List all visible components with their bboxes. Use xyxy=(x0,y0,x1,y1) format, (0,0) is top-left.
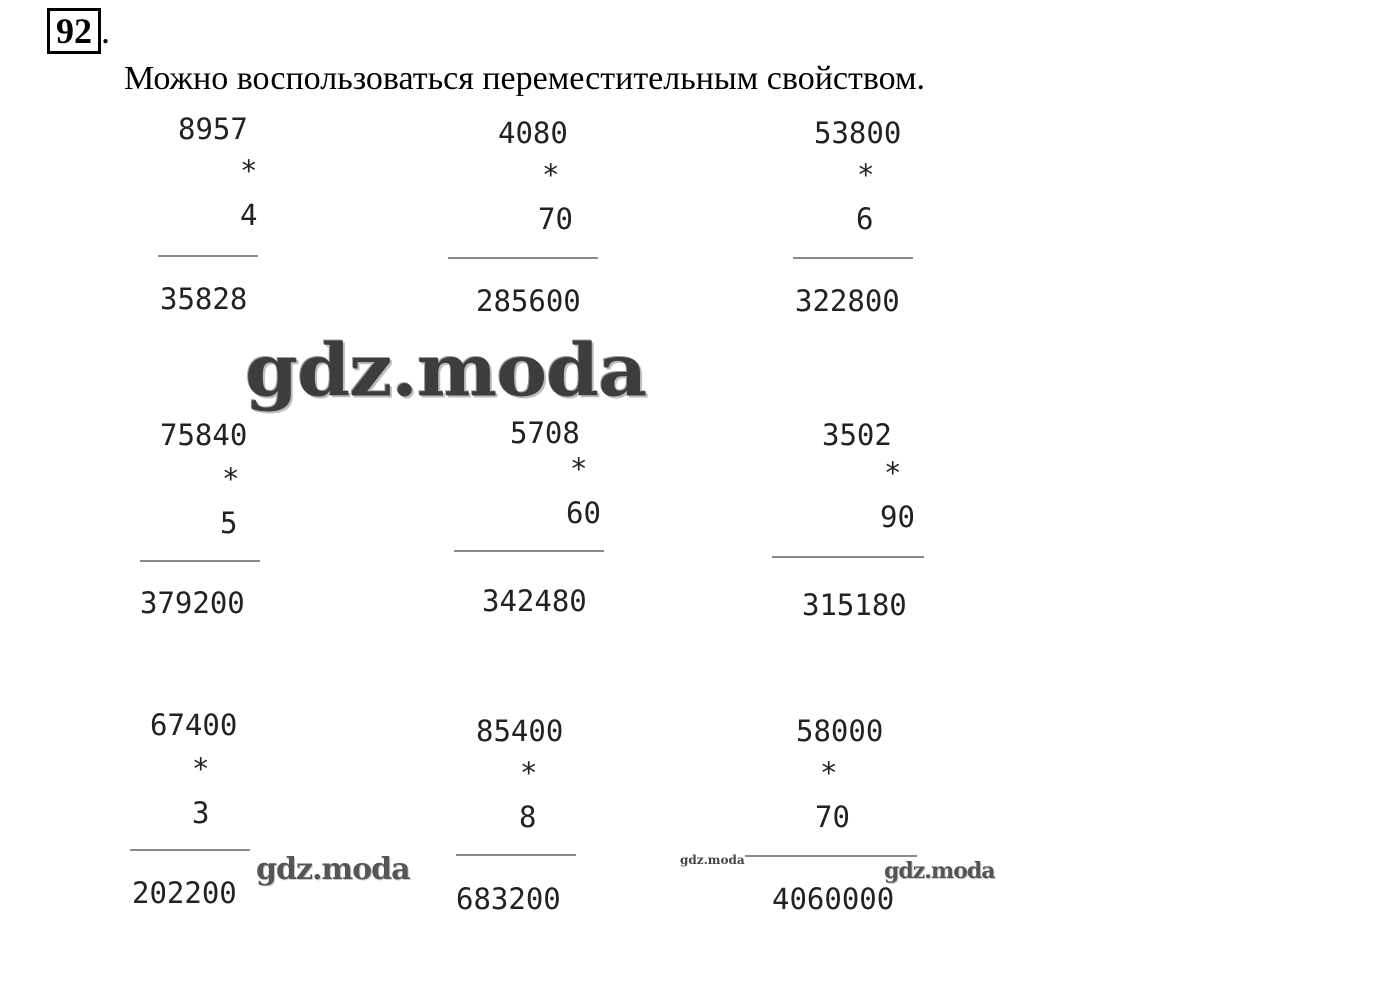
product: 4060000 xyxy=(772,882,895,916)
multiplier: 90 xyxy=(880,500,915,534)
multiplier: 3 xyxy=(192,796,210,830)
multiplier: 8 xyxy=(519,800,537,834)
task-number-box: 92 xyxy=(47,8,101,54)
watermark-small-2: gdz.moda xyxy=(884,858,995,884)
operator: * xyxy=(857,158,875,192)
operator: * xyxy=(884,456,902,490)
multiplicand: 4080 xyxy=(498,116,568,150)
multiplicand: 85400 xyxy=(476,714,564,748)
multiplier: 70 xyxy=(538,202,573,236)
watermark-large: gdz.moda xyxy=(245,328,647,413)
problem-9 xyxy=(740,714,930,924)
operator: * xyxy=(222,462,240,496)
task-number xyxy=(47,8,110,54)
product: 683200 xyxy=(456,882,561,916)
product: 342480 xyxy=(482,584,587,618)
multiplicand: 3502 xyxy=(822,418,892,452)
product: 202200 xyxy=(132,876,237,910)
operator: * xyxy=(820,756,838,790)
operator: * xyxy=(192,752,210,786)
multiplier: 6 xyxy=(856,202,874,236)
multiplier: 60 xyxy=(566,496,601,530)
product: 379200 xyxy=(140,586,245,620)
problem-4 xyxy=(140,418,310,628)
problem-8 xyxy=(456,714,626,924)
product: 315180 xyxy=(802,588,907,622)
multiplicand: 75840 xyxy=(160,418,248,452)
result-line xyxy=(130,849,250,851)
problem-6 xyxy=(772,418,942,628)
operator: * xyxy=(240,154,258,188)
instruction-text: Можно воспользоваться переместительным свойством. xyxy=(124,60,926,97)
problem-2 xyxy=(448,116,618,326)
problem-5 xyxy=(454,416,624,626)
multiplicand: 67400 xyxy=(150,708,238,742)
problem-1 xyxy=(100,112,270,322)
product: 35828 xyxy=(160,282,248,316)
multiplicand: 58000 xyxy=(796,714,884,748)
result-line xyxy=(158,255,258,257)
result-line xyxy=(454,550,604,552)
operator: * xyxy=(542,158,560,192)
result-line xyxy=(793,257,913,259)
multiplicand: 53800 xyxy=(814,116,902,150)
multiplier: 70 xyxy=(815,800,850,834)
product: 322800 xyxy=(795,284,900,318)
result-line xyxy=(745,855,917,857)
multiplier: 4 xyxy=(240,198,258,232)
operator: * xyxy=(520,756,538,790)
multiplier: 5 xyxy=(220,506,238,540)
result-line xyxy=(140,560,260,562)
multiplicand: 8957 xyxy=(178,112,248,146)
problem-3 xyxy=(793,116,963,326)
watermark-tiny: gdz.moda xyxy=(680,853,745,867)
watermark-small-1: gdz.moda xyxy=(256,852,410,887)
result-line xyxy=(456,854,576,856)
operator: * xyxy=(570,452,588,486)
product: 285600 xyxy=(476,284,581,318)
result-line xyxy=(448,257,598,259)
task-number-suffix: . xyxy=(101,11,110,51)
result-line xyxy=(772,556,924,558)
multiplicand: 5708 xyxy=(510,416,580,450)
